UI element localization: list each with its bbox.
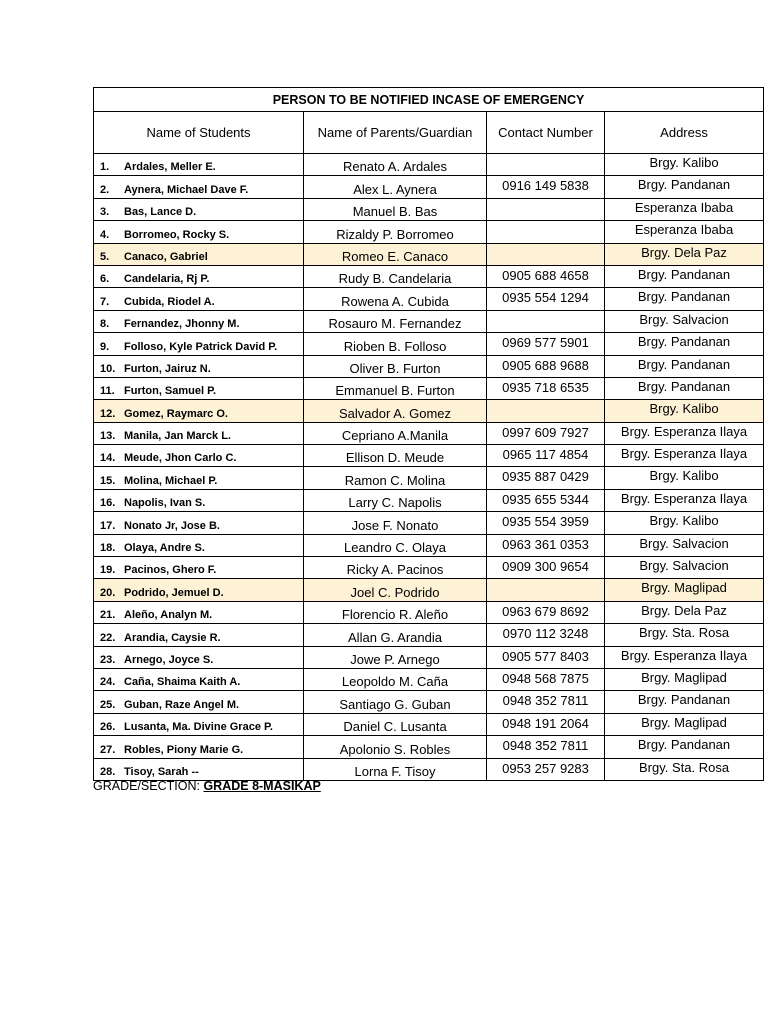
row-number: 14. [100,452,116,465]
row-number: 26. [100,721,116,734]
parent-name: Renato A. Ardales [304,154,487,176]
table-row [94,265,764,287]
student-name: Cubida, Riodel A. [124,295,215,308]
student-cell [94,445,304,467]
student-cell [94,355,304,377]
contact-number: 0948 191 2064 [487,713,605,735]
student-name: Manila, Jan Marck L. [124,430,231,443]
contact-number: 0965 117 4854 [487,445,605,467]
table-row [94,713,764,735]
contact-number [487,221,605,243]
contact-number [487,400,605,422]
address: Brgy. Kalibo [605,154,764,176]
address: Brgy. Salvacion [605,557,764,579]
row-number: 25. [100,698,116,711]
row-number: 11. [100,385,115,398]
column-header-parents: Name of Parents/Guardian [304,112,487,154]
table-row [94,579,764,601]
student-name: Pacinos, Ghero F. [124,564,217,577]
address: Brgy. Pandanan [605,176,764,198]
address: Brgy. Salvacion [605,534,764,556]
student-cell [94,198,304,220]
address: Brgy. Kalibo [605,467,764,489]
row-number: 4. [100,228,110,241]
row-number: 15. [100,474,116,487]
emergency-contact-sheet [93,87,763,781]
row-number: 27. [100,743,116,756]
student-cell [94,736,304,758]
contact-number: 0997 609 7927 [487,422,605,444]
parent-name: Apolonio S. Robles [304,736,487,758]
row-number: 8. [100,318,110,331]
parent-name: Manuel B. Bas [304,198,487,220]
parent-name: Santiago G. Guban [304,691,487,713]
parent-name: Jose F. Nonato [304,512,487,534]
student-name: Napolis, Ivan S. [124,497,206,510]
contact-number: 0905 688 9688 [487,355,605,377]
column-header-contact: Contact Number [487,112,605,154]
student-cell [94,713,304,735]
address: Brgy. Esperanza Ilaya [605,646,764,668]
student-cell [94,176,304,198]
row-number: 1. [100,161,110,174]
parent-name: Leopoldo M. Caña [304,668,487,690]
contact-number: 0916 149 5838 [487,176,605,198]
contact-number: 0963 679 8692 [487,601,605,623]
student-name: Olaya, Andre S. [124,542,205,555]
table-row [94,736,764,758]
contact-number: 0935 554 1294 [487,288,605,310]
student-cell [94,624,304,646]
address: Brgy. Esperanza Ilaya [605,422,764,444]
student-name: Furton, Jairuz N. [124,362,211,375]
student-cell [94,512,304,534]
contact-number [487,579,605,601]
grade-section-line [93,779,321,793]
row-number: 12. [100,407,116,420]
row-number: 2. [100,183,110,196]
student-cell [94,333,304,355]
student-cell [94,422,304,444]
parent-name: Rizaldy P. Borromeo [304,221,487,243]
student-name: Ardales, Meller E. [124,161,216,174]
parent-name: Ricky A. Pacinos [304,557,487,579]
parent-name: Rosauro M. Fernandez [304,310,487,332]
table-row [94,333,764,355]
address: Brgy. Maglipad [605,668,764,690]
student-cell [94,377,304,399]
table-title: PERSON TO BE NOTIFIED INCASE OF EMERGENCY [94,88,764,112]
student-cell [94,534,304,556]
student-name: Aynera, Michael Dave F. [124,183,249,196]
address: Brgy. Pandanan [605,355,764,377]
parent-name: Rowena A. Cubida [304,288,487,310]
table-row [94,646,764,668]
parent-name: Allan G. Arandia [304,624,487,646]
parent-name: Larry C. Napolis [304,489,487,511]
table-row [94,221,764,243]
table-row [94,512,764,534]
contact-number: 0935 718 6535 [487,377,605,399]
student-cell [94,579,304,601]
address: Brgy. Esperanza Ilaya [605,445,764,467]
address: Esperanza Ibaba [605,221,764,243]
parent-name: Cepriano A.Manila [304,422,487,444]
row-number: 6. [100,273,110,286]
table-row [94,534,764,556]
parent-name: Leandro C. Olaya [304,534,487,556]
address: Brgy. Sta. Rosa [605,624,764,646]
parent-name: Salvador A. Gomez [304,400,487,422]
parent-name: Romeo E. Canaco [304,243,487,265]
table-row [94,176,764,198]
address: Brgy. Dela Paz [605,243,764,265]
table-row [94,601,764,623]
student-cell [94,265,304,287]
contact-number: 0948 352 7811 [487,691,605,713]
contact-number: 0935 887 0429 [487,467,605,489]
student-name: Molina, Michael P. [124,474,218,487]
table-row [94,467,764,489]
student-name: Gomez, Raymarc O. [124,407,228,420]
address: Brgy. Maglipad [605,579,764,601]
student-cell [94,646,304,668]
parent-name: Lorna F. Tisoy [304,758,487,780]
table-row [94,154,764,176]
student-name: Candelaria, Rj P. [124,273,210,286]
student-name: Meude, Jhon Carlo C. [124,452,237,465]
row-number: 22. [100,631,116,644]
row-number: 28. [100,765,116,778]
student-name: Caña, Shaima Kaith A. [124,676,241,689]
student-name: Arandia, Caysie R. [124,631,221,644]
student-cell [94,243,304,265]
contact-number: 0909 300 9654 [487,557,605,579]
student-cell [94,601,304,623]
student-cell [94,400,304,422]
student-name: Bas, Lance D. [124,206,197,219]
row-number: 24. [100,676,116,689]
address: Brgy. Maglipad [605,713,764,735]
parent-name: Jowe P. Arnego [304,646,487,668]
contact-number [487,198,605,220]
row-number: 7. [100,295,110,308]
contact-number: 0970 112 3248 [487,624,605,646]
address: Brgy. Pandanan [605,333,764,355]
student-cell [94,221,304,243]
table-row [94,668,764,690]
table-row [94,691,764,713]
row-number: 13. [100,430,116,443]
contact-number [487,243,605,265]
address: Brgy. Kalibo [605,512,764,534]
contact-number: 0935 554 3959 [487,512,605,534]
address: Brgy. Pandanan [605,691,764,713]
row-number: 5. [100,250,110,263]
parent-name: Ellison D. Meude [304,445,487,467]
table-row [94,557,764,579]
table-row [94,624,764,646]
grade-section-value: GRADE 8-MASIKAP [203,779,321,793]
address: Brgy. Pandanan [605,377,764,399]
address: Brgy. Sta. Rosa [605,758,764,780]
student-cell [94,154,304,176]
row-number: 10. [100,362,116,375]
row-number: 23. [100,653,116,666]
student-name: Aleño, Analyn M. [124,609,213,622]
contact-number: 0948 352 7811 [487,736,605,758]
row-number: 19. [100,564,116,577]
table-row [94,198,764,220]
parent-name: Alex L. Aynera [304,176,487,198]
contact-number: 0953 257 9283 [487,758,605,780]
student-name: Robles, Piony Marie G. [124,743,244,756]
parent-name: Oliver B. Furton [304,355,487,377]
student-cell [94,310,304,332]
row-number: 16. [100,497,116,510]
row-number: 17. [100,519,116,532]
student-name: Podrido, Jemuel D. [124,586,224,599]
column-header-address: Address [605,112,764,154]
table-row [94,422,764,444]
parent-name: Joel C. Podrido [304,579,487,601]
address: Brgy. Salvacion [605,310,764,332]
student-name: Arnego, Joyce S. [124,653,214,666]
column-header-students: Name of Students [94,112,304,154]
row-number: 21. [100,609,116,622]
table-row [94,310,764,332]
student-name: Fernandez, Jhonny M. [124,318,240,331]
address: Brgy. Esperanza Ilaya [605,489,764,511]
student-name: Tisoy, Sarah -- [124,765,199,778]
contact-number [487,310,605,332]
address: Esperanza Ibaba [605,198,764,220]
contact-number: 0963 361 0353 [487,534,605,556]
contact-number: 0905 688 4658 [487,265,605,287]
student-name: Lusanta, Ma. Divine Grace P. [124,721,273,734]
parent-name: Ramon C. Molina [304,467,487,489]
address: Brgy. Kalibo [605,400,764,422]
student-name: Folloso, Kyle Patrick David P. [124,340,278,353]
contact-number: 0905 577 8403 [487,646,605,668]
parent-name: Rudy B. Candelaria [304,265,487,287]
table-row [94,489,764,511]
student-cell [94,288,304,310]
emergency-contact-table [93,87,764,781]
student-cell [94,489,304,511]
table-row [94,377,764,399]
grade-section-label: GRADE/SECTION: [93,779,200,793]
student-cell [94,467,304,489]
address: Brgy. Pandanan [605,265,764,287]
student-name: Canaco, Gabriel [124,250,208,263]
parent-name: Florencio R. Aleño [304,601,487,623]
contact-number [487,154,605,176]
student-cell [94,557,304,579]
student-name: Borromeo, Rocky S. [124,228,230,241]
table-row [94,445,764,467]
address: Brgy. Pandanan [605,288,764,310]
student-name: Guban, Raze Angel M. [124,698,240,711]
table-row [94,758,764,780]
contact-number: 0935 655 5344 [487,489,605,511]
contact-number: 0948 568 7875 [487,668,605,690]
row-number: 20. [100,586,116,599]
row-number: 18. [100,542,116,555]
student-name: Nonato Jr, Jose B. [124,519,220,532]
student-name: Furton, Samuel P. [124,385,217,398]
address: Brgy. Dela Paz [605,601,764,623]
row-number: 3. [100,206,110,219]
address: Brgy. Pandanan [605,736,764,758]
contact-number: 0969 577 5901 [487,333,605,355]
student-cell [94,691,304,713]
parent-name: Daniel C. Lusanta [304,713,487,735]
parent-name: Rioben B. Folloso [304,333,487,355]
student-cell [94,758,304,780]
row-number: 9. [100,340,110,353]
table-row [94,288,764,310]
student-cell [94,668,304,690]
table-row [94,355,764,377]
table-row [94,243,764,265]
table-row [94,400,764,422]
parent-name: Emmanuel B. Furton [304,377,487,399]
